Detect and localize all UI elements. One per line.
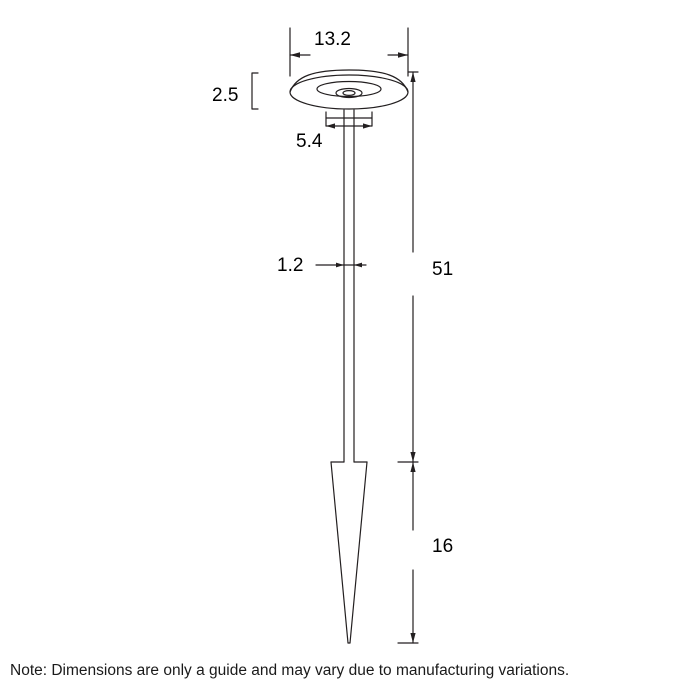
dimension-head-height [252,73,258,109]
lamp-stem [344,118,354,462]
label-stem-length: 51 [432,259,454,280]
dimension-spike-length [398,462,418,643]
dimension-stem-diameter [316,263,366,268]
label-collar-width: 5.4 [296,131,323,152]
label-spike-length: 16 [432,536,454,557]
dimension-collar-width [326,112,372,129]
label-head-diameter: 13.2 [314,29,351,50]
ground-spike [331,462,367,643]
label-stem-diameter: 1.2 [277,255,304,276]
dimensions-note: Note: Dimensions are only a guide and may vary due to manufacturing variations. [10,662,570,679]
dimension-stem-length [398,72,418,462]
label-head-height: 2.5 [212,85,239,106]
lamp-collar [326,110,372,118]
lamp-head [290,70,408,109]
